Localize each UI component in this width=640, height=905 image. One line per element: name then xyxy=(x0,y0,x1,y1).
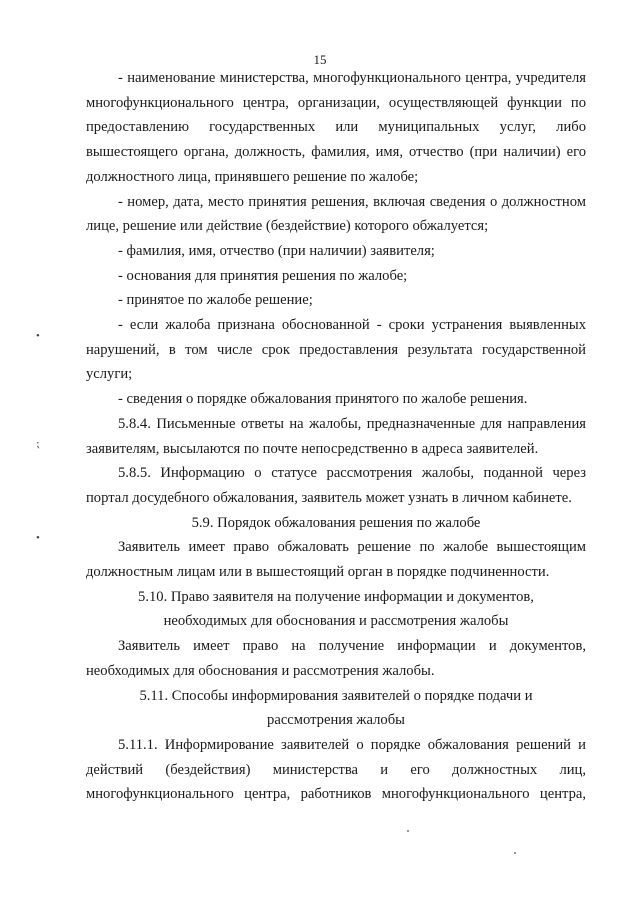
paragraph-5-8-4: 5.8.4. Письменные ответы на жалобы, предназначенные для направления заявителям, высылаются по почте непосредственно в адреса заявителей. xyxy=(86,415,586,457)
list-item-applicant-name: - фамилия, имя, отчество (при наличии) заявителя; xyxy=(118,242,435,259)
margin-mark: • xyxy=(36,330,40,342)
heading-5-10-line2: необходимых для обоснования и рассмотрения жалобы xyxy=(163,613,509,630)
heading-5-11-line1: 5.11. Способы информирования заявителей о порядке подачи и xyxy=(139,687,533,704)
heading-5-11-line2: рассмотрения жалобы xyxy=(267,712,405,729)
page-number: 15 xyxy=(313,52,327,67)
paragraph-5-9: Заявитель имеет право обжаловать решение по жалобе вышестоящим должностным лицам или в вышестоящий орган в порядке подчиненности. xyxy=(86,539,586,581)
paragraph-5-11-1: 5.11.1. Информирование заявителей о порядке обжалования решений и действий (бездействия) министерства и его должностных лиц, многофункционального центра, работников многофункционального центра, xyxy=(86,736,586,803)
list-item-deadlines: - если жалоба признана обоснованной - сроки устранения выявленных нарушений, в том числе срок предоставления результата государственной услуги; xyxy=(86,317,586,383)
scan-speck xyxy=(407,830,409,832)
list-item-grounds: - основания для принятия решения по жалобе; xyxy=(118,267,408,284)
list-item-ministry-name: - наименование министерства, многофункционального центра, учредителя многофункционального центра, организации, осуществляющей функции по предоставлению государственных или муниципальных услуг, либо вышестоящего органа, должность, фамилия, имя, отчество (при наличии) его должностного лица, принявшего решение по жалобе; xyxy=(86,70,586,185)
margin-mark: ⁏ xyxy=(36,438,40,450)
list-item-decision: - принятое по жалобе решение; xyxy=(118,292,313,309)
paragraph-5-8-5: 5.8.5. Информацию о статусе рассмотрения жалобы, поданной через портал досудебного обжалования, заявитель может узнать в личном кабинете. xyxy=(86,465,586,506)
scan-speck xyxy=(514,852,516,854)
list-item-decision-number: - номер, дата, место принятия решения, включая сведения о должностном лице, решение или действие (бездействие) которого обжалуется; xyxy=(86,193,586,235)
heading-5-10-line1: 5.10. Право заявителя на получение информации и документов, xyxy=(138,588,534,605)
list-item-appeal-procedure: - сведения о порядке обжалования принятого по жалобе решения. xyxy=(118,391,528,408)
document-body xyxy=(86,66,586,807)
heading-5-9: 5.9. Порядок обжалования решения по жалобе xyxy=(191,514,481,531)
paragraph-5-10: Заявитель имеет право на получение информации и документов, необходимых для обоснования и рассмотрения жалобы. xyxy=(86,638,586,679)
margin-mark: • xyxy=(36,532,40,544)
